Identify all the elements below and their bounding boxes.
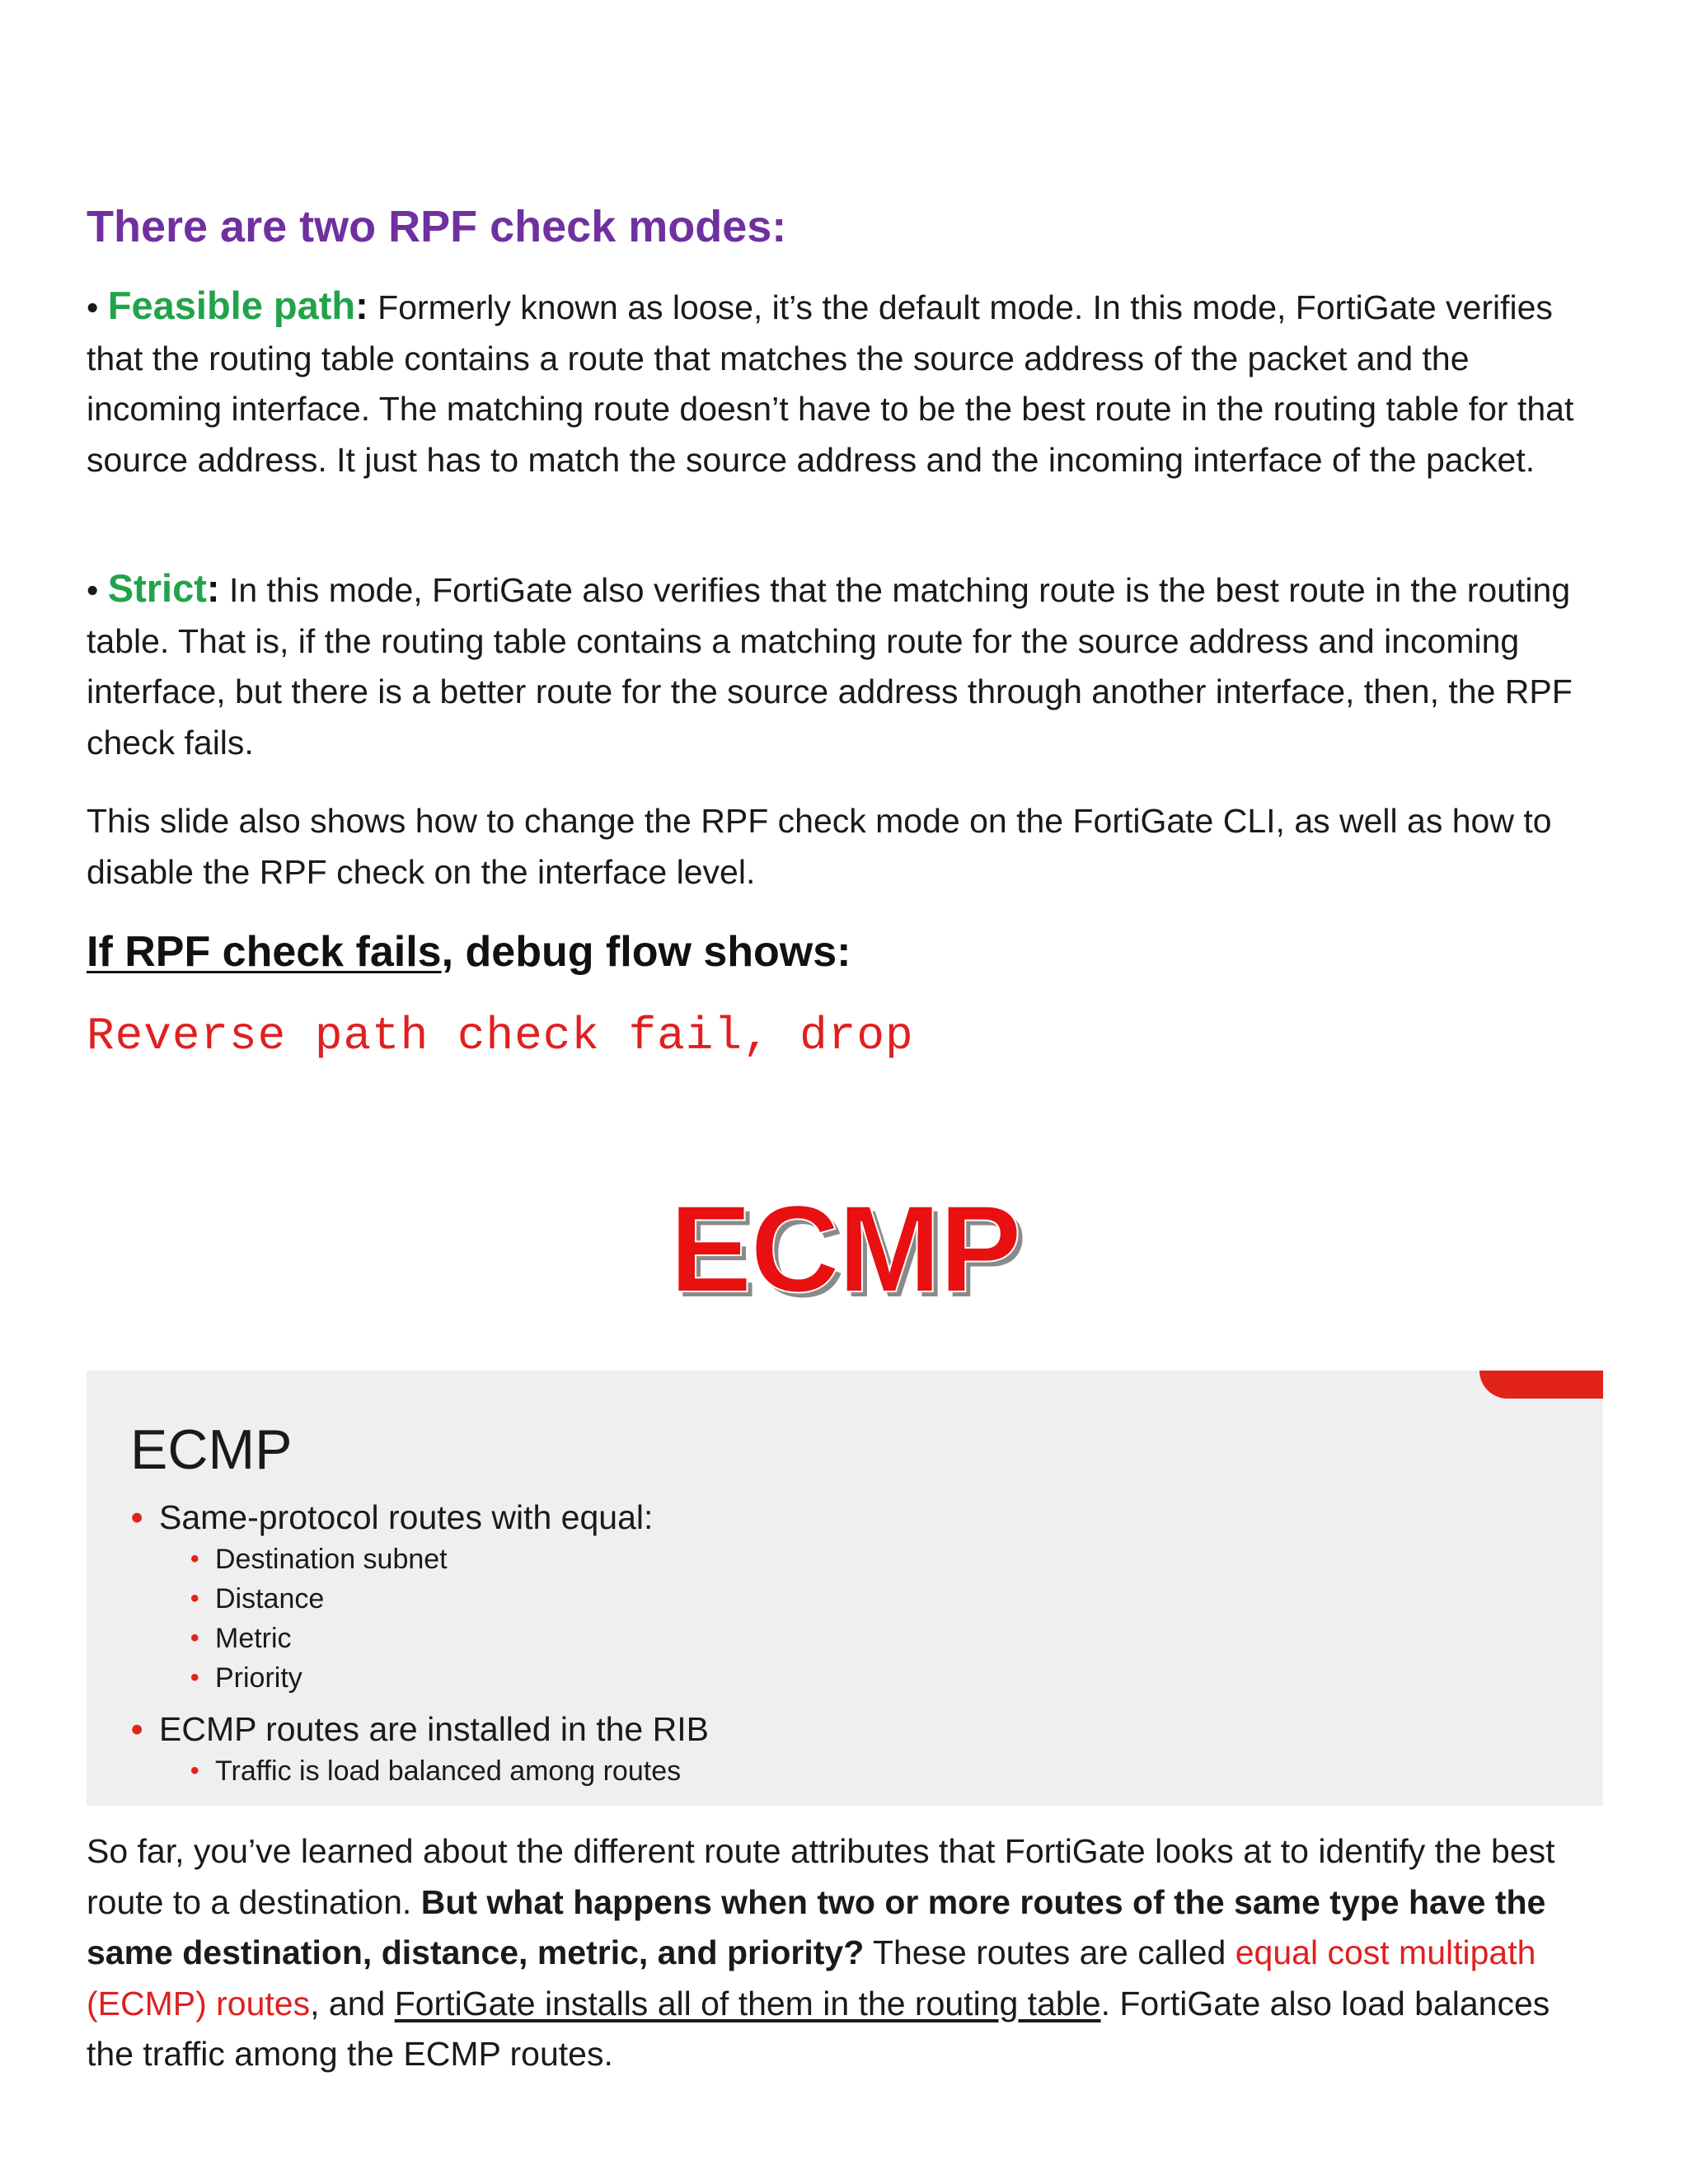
summary-underlined: FortiGate installs all of them in the routing table: [394, 1984, 1101, 2022]
feasible-path-paragraph: [87, 280, 1603, 485]
slide-bullet-level2: [190, 1753, 682, 1789]
rpf-fail-heading: [87, 923, 851, 981]
strict-text: In this mode, FortiGate also verifies that the matching route is the best route in the routing table. That is, if the routing table contains a matching route for the source address and incoming interface, but there is a better route for the source address through another interface, then, the RPF check fails.: [87, 571, 1573, 762]
bullet-dot: •: [131, 1710, 143, 1748]
bullet: •: [87, 571, 99, 609]
strict-term: Strict: [107, 566, 207, 610]
feasible-path-term: Feasible path: [107, 284, 356, 327]
bullet-dot: •: [190, 1664, 199, 1691]
summary-ecmp-term: equal cost multipath (ECMP) routes: [87, 1933, 1536, 2022]
slide-title: ECMP: [130, 1418, 293, 1481]
summary-text: These routes are called: [864, 1933, 1236, 1971]
slide-bullet-text: Same-protocol routes with equal:: [159, 1498, 654, 1536]
ecmp-banner-title: ECMP: [669, 1179, 1020, 1318]
term-colon: :: [355, 284, 368, 327]
ecmp-summary-paragraph: [87, 1826, 1603, 2080]
rpf-fail-heading-rest: , debug flow shows:: [441, 928, 851, 976]
ecmp-slide: [87, 1371, 1603, 1806]
term-colon: :: [206, 566, 220, 610]
slide-subbullet-text: Metric: [215, 1623, 292, 1654]
bullet-dot: •: [190, 1757, 199, 1784]
debug-message: Reverse path check fail, drop: [87, 1010, 914, 1062]
slide-accent-tab: [1479, 1371, 1603, 1399]
summary-bold-question: But what happens when two or more routes of the same type have the same destination, distance, metric, and priority?: [87, 1882, 1546, 1971]
slide-subbullet-text: Distance: [215, 1583, 325, 1615]
slide-note-paragraph: This slide also shows how to change the RPF check mode on the FortiGate CLI, as well as how to disable the RPF check on the interface level.: [87, 802, 1552, 891]
slide-bullet-level1: [131, 1708, 709, 1750]
bullet-dot: •: [131, 1498, 143, 1536]
bullet-dot: •: [190, 1624, 199, 1652]
summary-text: So far, you’ve learned about the different route attributes that FortiGate looks at to identify the best route to a destination.: [87, 1832, 1555, 1921]
strict-paragraph: [87, 563, 1603, 768]
feasible-path-text: Formerly known as loose, it’s the default mode. In this mode, FortiGate verifies that the routing table contains a route that matches the source address of the packet and the incoming interface. The matching route doesn’t have to be the best route in the routing table for that source address. It just has to match the source address and the incoming interface of the packet.: [87, 288, 1574, 479]
slide-bullet-level1: [131, 1497, 654, 1538]
summary-text: , and: [310, 1984, 395, 2022]
bullet-dot: •: [190, 1545, 199, 1572]
slide-bullet-level2: [190, 1620, 292, 1657]
slide-bullet-text: ECMP routes are installed in the RIB: [159, 1710, 709, 1748]
summary-text: . FortiGate also load balances the traffic among the ECMP routes.: [87, 1984, 1550, 2073]
rpf-fail-heading-underlined: If RPF check fails: [87, 928, 442, 976]
bullet: •: [87, 288, 99, 326]
slide-bullet-level2: [190, 1541, 448, 1577]
slide-subbullet-text: Destination subnet: [215, 1544, 448, 1575]
rpf-modes-heading: There are two RPF check modes:: [87, 202, 787, 251]
slide-subbullet-text: Priority: [215, 1662, 302, 1694]
bullet-dot: •: [190, 1585, 199, 1612]
slide-bullet-level2: [190, 1581, 325, 1617]
slide-bullet-level2: [190, 1660, 302, 1696]
slide-subbullet-text: Traffic is load balanced among routes: [215, 1755, 682, 1787]
